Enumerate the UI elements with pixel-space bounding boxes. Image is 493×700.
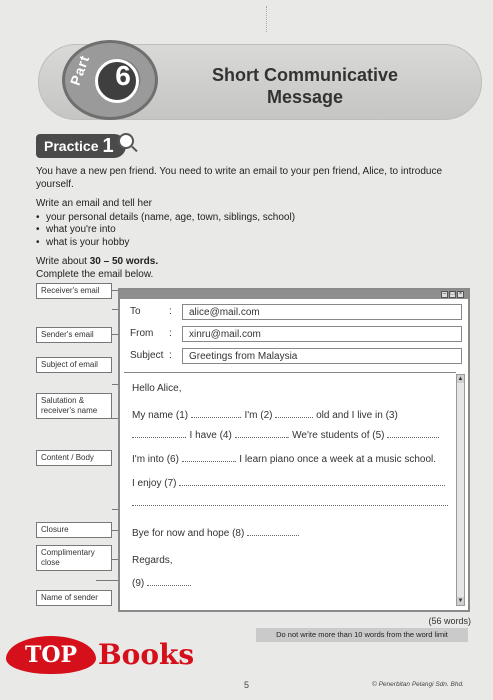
word-limit-prefix: Write about: [36, 256, 90, 267]
bullet-item: • your personal details (name, age, town, siblings, school): [36, 212, 476, 225]
from-field[interactable]: xinru@mail.com: [182, 326, 462, 342]
blank-1[interactable]: [191, 408, 239, 418]
blank-2[interactable]: [275, 408, 313, 418]
task-bullets: [36, 212, 476, 250]
window-controls: [441, 291, 464, 298]
blank-9-label: (9): [132, 578, 145, 589]
instructions: [36, 166, 476, 281]
practice-badge: [36, 134, 126, 158]
paragraph-line-1: [132, 408, 458, 422]
magnifier-icon: [118, 133, 134, 149]
line1-text-c: old and I live in: [316, 410, 383, 421]
window-titlebar: [120, 290, 468, 299]
paragraph-line-5: [132, 496, 448, 510]
label-subject: Subject of email: [36, 357, 112, 373]
line4-text-a: I enjoy: [132, 478, 162, 489]
name-arrow: [96, 580, 120, 581]
blank-8[interactable]: [247, 526, 299, 536]
greeting: Hello Alice,: [132, 383, 182, 394]
page-title: Short Communicative Message: [211, 65, 399, 107]
blank-4-label: (4): [219, 430, 232, 441]
paragraph-line-3: [132, 452, 458, 466]
blank-6[interactable]: [182, 452, 234, 462]
logo-books: Books: [98, 638, 195, 671]
signature-line: [132, 576, 191, 590]
blank-5[interactable]: [387, 428, 439, 438]
word-limit-note: Do not write more than 10 words from the word limit: [256, 628, 468, 642]
email-window: [118, 288, 470, 612]
label-complimentary: Complimentary close: [36, 545, 112, 571]
regards: Regards,: [132, 555, 173, 566]
topbooks-logo: [0, 636, 196, 686]
blank-8-label: (8): [232, 528, 245, 539]
crop-mark: [266, 6, 272, 32]
label-content: Content / Body: [36, 450, 112, 466]
to-label: To: [130, 306, 141, 317]
blank-7-label: (7): [164, 478, 177, 489]
subject-label: Subject: [130, 350, 164, 361]
subject-field[interactable]: Greetings from Malaysia: [182, 348, 462, 364]
bullet-item: • what is your hobby: [36, 237, 476, 250]
instructions-task: Write an email and tell her: [36, 198, 152, 209]
instructions-intro: You have a new pen friend. You need to write an email to your pen friend, Alice, to introduce yourself.: [36, 166, 443, 190]
label-sender: Sender's email: [36, 327, 112, 343]
line3-text-a: I'm into: [132, 454, 164, 465]
blank-3[interactable]: [132, 428, 184, 438]
blank-6-label: (6): [166, 454, 179, 465]
to-colon: :: [169, 306, 172, 317]
bullet-item: • what you're into: [36, 224, 476, 237]
label-receiver: Receiver's email: [36, 283, 112, 299]
word-limit-count: 30 – 50 words.: [89, 256, 159, 267]
from-label: From: [130, 328, 154, 339]
instructions-complete: Complete the email below.: [36, 268, 154, 280]
publisher-credit: © Penerbitan Pelangi Sdn. Bhd.: [372, 681, 464, 688]
from-colon: :: [169, 328, 172, 339]
label-closure: Closure: [36, 522, 112, 538]
line1-text-a: My name: [132, 410, 174, 421]
line1-text-b: . I'm: [238, 410, 258, 421]
line2-text-a: . I have: [184, 430, 217, 441]
blank-9[interactable]: [147, 576, 191, 586]
line2-text-b: . We're students of: [286, 430, 370, 441]
label-name: Name of sender: [36, 590, 112, 606]
close-icon[interactable]: ×: [458, 291, 463, 297]
subject-colon: :: [169, 350, 172, 361]
blank-7[interactable]: [179, 476, 445, 486]
label-salutation: Salutation & receiver's name: [36, 393, 112, 419]
closing-text: Bye for now and hope: [132, 528, 230, 539]
logo-top: TOP: [6, 636, 96, 674]
line3-text-b: . I learn piano once a week at a music school.: [233, 454, 437, 465]
part-label: Part: [66, 52, 93, 88]
scroll-down-icon[interactable]: ▼: [457, 598, 464, 604]
blank-1-label: (1): [175, 410, 189, 421]
maximize-icon[interactable]: □: [450, 291, 455, 297]
word-count: (56 words): [428, 616, 471, 626]
to-field[interactable]: alice@mail.com: [182, 304, 462, 320]
page-number: 5: [244, 680, 250, 690]
blank-5-label: (5): [372, 430, 385, 441]
paragraph-line-4: [132, 476, 458, 490]
blank-7-continued[interactable]: [132, 496, 448, 506]
closing-line: [132, 526, 299, 540]
blank-4[interactable]: [235, 428, 287, 438]
part-number: 6: [115, 60, 131, 91]
blank-2-label: (2): [260, 410, 273, 421]
paragraph-line-2: [132, 428, 458, 442]
blank-3-label: (3): [385, 410, 398, 421]
practice-label: Practice: [44, 138, 99, 154]
scroll-up-icon[interactable]: ▲: [457, 376, 464, 382]
minimize-icon[interactable]: –: [442, 291, 447, 297]
word-limit: [36, 256, 476, 269]
practice-number: 1: [102, 134, 114, 157]
